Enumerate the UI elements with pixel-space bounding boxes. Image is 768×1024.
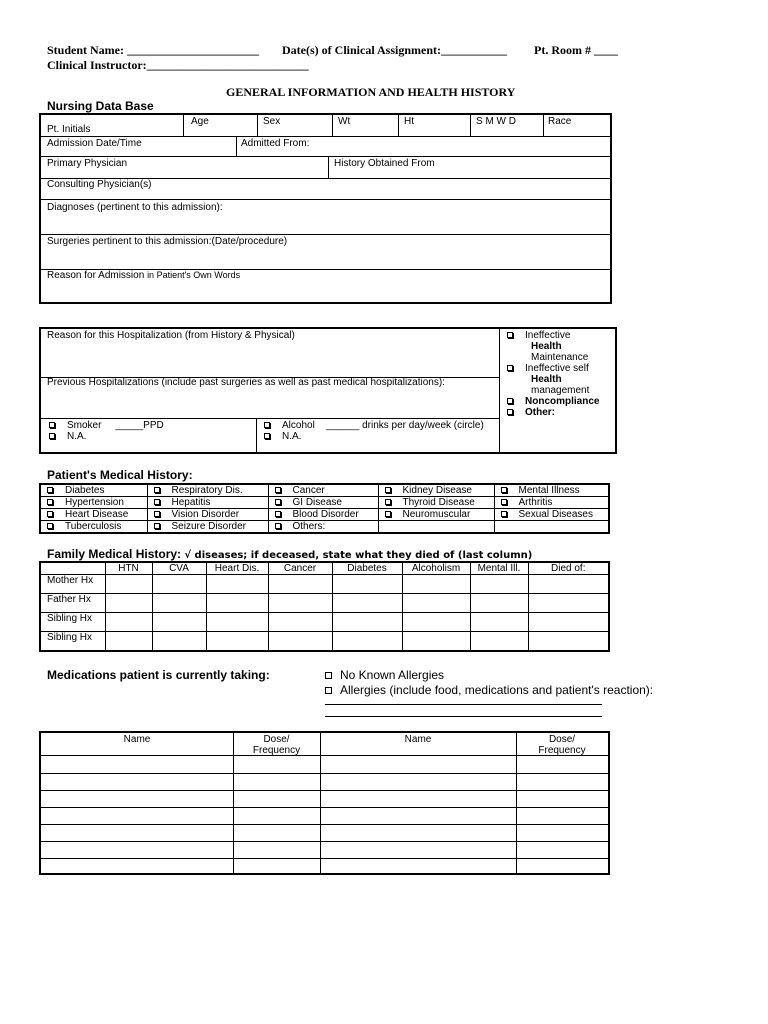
med-name-header-2: Name	[404, 734, 432, 745]
primary-physician-label: Primary Physician	[47, 158, 128, 169]
condition-label: Hepatitis	[171, 497, 211, 508]
condition-checkbox[interactable]	[385, 511, 391, 517]
family-history-cell[interactable]	[105, 632, 152, 652]
condition-checkbox[interactable]	[154, 499, 160, 505]
condition-label: Cancer	[292, 485, 325, 496]
family-column-header	[40, 562, 105, 575]
history-obtained-label: History Obtained From	[334, 158, 435, 169]
medical-history-cell[interactable]	[494, 497, 609, 509]
family-history-cell[interactable]	[402, 575, 470, 594]
allergies-option[interactable]: Allergies (include food, medications and patient's reaction):	[325, 683, 653, 697]
family-history-cell[interactable]	[152, 594, 206, 613]
condition-checkbox[interactable]	[275, 499, 281, 505]
noncompliance-checkbox[interactable]	[507, 398, 513, 404]
medical-history-cell[interactable]	[40, 484, 147, 497]
family-history-cell[interactable]	[206, 575, 268, 594]
family-history-cell[interactable]	[105, 613, 152, 632]
smoker-na-option[interactable]: N.A.	[49, 431, 86, 442]
nursing-database-box	[39, 113, 612, 304]
family-history-cell[interactable]	[470, 613, 528, 632]
condition-checkbox[interactable]	[385, 499, 391, 505]
condition-checkbox[interactable]	[275, 487, 281, 493]
family-column-header: Died of:	[528, 562, 609, 575]
family-member-label: Sibling Hx	[40, 613, 105, 632]
condition-checkbox[interactable]	[47, 499, 53, 505]
family-history-cell[interactable]	[470, 594, 528, 613]
medical-history-cell[interactable]	[268, 521, 378, 534]
family-history-cell[interactable]	[528, 594, 609, 613]
family-history-cell[interactable]	[268, 613, 332, 632]
alcohol-na-option[interactable]: N.A.	[264, 431, 301, 442]
family-member-label: Sibling Hx	[40, 632, 105, 652]
nursing-heading: Nursing Data Base	[47, 99, 154, 113]
medical-history-cell[interactable]	[40, 497, 147, 509]
family-history-cell[interactable]	[528, 613, 609, 632]
family-column-header: Alcoholism	[402, 562, 470, 575]
side-row: Health	[531, 374, 562, 385]
family-history-row	[40, 594, 609, 613]
other-checkbox[interactable]	[507, 409, 513, 415]
family-history-cell[interactable]	[268, 594, 332, 613]
family-history-cell[interactable]	[268, 632, 332, 652]
family-history-cell[interactable]	[528, 575, 609, 594]
family-history-cell[interactable]	[402, 594, 470, 613]
condition-checkbox[interactable]	[501, 499, 507, 505]
family-history-heading: Family Medical History: √ diseases; if deceased, state what they died of (last column)	[47, 547, 533, 561]
family-history-cell[interactable]	[152, 613, 206, 632]
side-row: management	[531, 385, 590, 396]
wt-label: Wt	[338, 116, 351, 127]
family-history-cell[interactable]	[105, 575, 152, 594]
medical-history-cell[interactable]	[147, 509, 268, 521]
no-allergies-option[interactable]: No Known Allergies	[325, 668, 444, 682]
family-history-cell[interactable]	[332, 632, 402, 652]
condition-label: Others:	[292, 521, 326, 532]
med-frequency-header: Frequency	[252, 745, 301, 756]
alcohol-na-checkbox[interactable]	[264, 433, 270, 439]
medical-history-row	[40, 497, 609, 509]
consulting-label: Consulting Physician(s)	[47, 179, 152, 190]
alcohol-checkbox[interactable]	[264, 422, 270, 428]
smoker-option[interactable]: Smoker _____PPD	[49, 420, 164, 431]
family-column-header: Mental Ill.	[470, 562, 528, 575]
allergies-line[interactable]	[325, 704, 602, 705]
condition-checkbox[interactable]	[47, 523, 53, 529]
condition-checkbox[interactable]	[47, 487, 53, 493]
condition-label: GI Disease	[292, 497, 342, 508]
family-history-table	[39, 561, 610, 652]
condition-label: Blood Disorder	[292, 509, 359, 520]
condition-checkbox[interactable]	[501, 487, 507, 493]
condition-label: Thyroid Disease	[402, 497, 475, 508]
family-history-row	[40, 613, 609, 632]
condition-checkbox[interactable]	[501, 511, 507, 517]
condition-checkbox[interactable]	[154, 487, 160, 493]
medical-history-cell[interactable]	[378, 497, 494, 509]
medical-history-row	[40, 521, 609, 534]
admission-date-label: Admission Date/Time	[47, 138, 142, 149]
condition-label: Hypertension	[65, 497, 124, 508]
family-history-cell[interactable]	[152, 575, 206, 594]
medical-history-cell[interactable]	[147, 521, 268, 534]
side-row: Maintenance	[531, 352, 589, 363]
medical-history-cell[interactable]	[40, 509, 147, 521]
no-allergies-checkbox[interactable]	[325, 672, 332, 679]
condition-label: Respiratory Dis.	[171, 485, 243, 496]
medical-history-heading: Patient's Medical History:	[47, 468, 193, 482]
smoker-checkbox[interactable]	[49, 422, 55, 428]
side-row[interactable]: Ineffective self	[507, 363, 599, 374]
condition-label: Arthritis	[518, 497, 553, 508]
medications-table	[39, 731, 610, 875]
condition-label: Kidney Disease	[402, 485, 472, 496]
student-name-field[interactable]: Student Name: ______________________	[47, 43, 259, 57]
side-row: Health	[531, 341, 562, 352]
medical-history-cell[interactable]	[268, 497, 378, 509]
condition-label: Mental Illness	[518, 485, 580, 496]
family-history-cell[interactable]	[528, 632, 609, 652]
med-frequency-header-2: Frequency	[538, 745, 586, 756]
side-row[interactable]: Noncompliance	[507, 396, 599, 407]
family-history-cell[interactable]	[152, 632, 206, 652]
family-column-header: Diabetes	[332, 562, 402, 575]
family-history-cell[interactable]	[332, 613, 402, 632]
room-field[interactable]: Pt. Room # ____	[534, 43, 618, 57]
medical-history-cell	[378, 521, 494, 534]
med-name-header: Name	[123, 734, 151, 745]
reason-hospitalization-label: Reason for this Hospitalization (from History & Physical)	[47, 330, 295, 341]
medical-history-table	[39, 483, 610, 534]
page-title: GENERAL INFORMATION AND HEALTH HISTORY	[226, 85, 516, 99]
condition-label: Neuromuscular	[402, 509, 471, 520]
medical-history-cell[interactable]	[378, 484, 494, 497]
medical-history-cell[interactable]	[40, 521, 147, 534]
family-history-row	[40, 632, 609, 652]
med-dose-header-2: Dose/	[548, 734, 576, 745]
family-member-label: Father Hx	[40, 594, 105, 613]
family-history-cell[interactable]	[206, 594, 268, 613]
medications-heading: Medications patient is currently taking:	[47, 668, 270, 682]
family-history-cell[interactable]	[470, 575, 528, 594]
family-history-cell[interactable]	[332, 594, 402, 613]
condition-label: Vision Disorder	[171, 509, 240, 520]
instructor-field[interactable]: Clinical Instructor:___________________________	[47, 58, 309, 72]
previous-hospitalizations-label: Previous Hospitalizations (include past surgeries as well as past medical hospitalizations):	[47, 377, 445, 388]
ht-label: Ht	[404, 116, 414, 127]
family-column-header: Cancer	[268, 562, 332, 575]
condition-checkbox[interactable]	[154, 511, 160, 517]
age-label: Age	[191, 116, 209, 127]
surgeries-label: Surgeries pertinent to this admission:(Date/procedure)	[47, 236, 288, 247]
ineffective-health-checkbox[interactable]	[507, 332, 513, 338]
medical-history-cell[interactable]	[268, 509, 378, 521]
condition-label: Tuberculosis	[65, 521, 122, 532]
nursing-diagnosis-options	[507, 330, 599, 418]
medical-history-cell[interactable]	[147, 497, 268, 509]
family-history-cell[interactable]	[402, 613, 470, 632]
medical-history-cell[interactable]	[494, 484, 609, 497]
family-history-cell[interactable]	[268, 575, 332, 594]
family-history-cell[interactable]	[332, 575, 402, 594]
smwd-label: S M W D	[476, 116, 516, 127]
family-column-header: CVA	[152, 562, 206, 575]
side-row[interactable]: Other:	[507, 407, 599, 418]
medical-history-row	[40, 509, 609, 521]
family-history-row	[40, 575, 609, 594]
med-dose-header: Dose/	[263, 734, 290, 745]
allergies-line[interactable]	[325, 716, 602, 717]
family-history-cell[interactable]	[206, 613, 268, 632]
condition-label: Seizure Disorder	[171, 521, 246, 532]
race-label: Race	[548, 116, 572, 127]
sex-label: Sex	[263, 116, 281, 127]
condition-label: Diabetes	[65, 485, 105, 496]
family-member-label: Mother Hx	[40, 575, 105, 594]
dates-field[interactable]: Date(s) of Clinical Assignment:___________	[282, 43, 507, 57]
family-history-cell[interactable]	[470, 632, 528, 652]
condition-label: Heart Disease	[65, 509, 129, 520]
pt-initials-label: Pt. Initials	[47, 124, 91, 135]
allergies-checkbox[interactable]	[325, 687, 332, 694]
medical-history-row	[40, 484, 609, 497]
medical-history-cell[interactable]	[268, 484, 378, 497]
condition-checkbox[interactable]	[47, 511, 53, 517]
medical-history-cell[interactable]	[494, 509, 609, 521]
family-history-cell[interactable]	[402, 632, 470, 652]
condition-checkbox[interactable]	[275, 523, 281, 529]
condition-checkbox[interactable]	[275, 511, 281, 517]
family-history-cell[interactable]	[206, 632, 268, 652]
ineffective-self-checkbox[interactable]	[507, 365, 513, 371]
medical-history-cell[interactable]	[147, 484, 268, 497]
hospitalization-box	[39, 327, 617, 454]
admitted-from-label: Admitted From:	[241, 138, 310, 149]
condition-checkbox[interactable]	[154, 523, 160, 529]
alcohol-option[interactable]: Alcohol ______ drinks per day/week (circle)	[264, 420, 484, 431]
diagnoses-label: Diagnoses (pertinent to this admission):	[47, 202, 223, 213]
family-column-header: Heart Dis.	[206, 562, 268, 575]
medical-history-cell[interactable]	[378, 509, 494, 521]
medical-history-cell	[494, 521, 609, 534]
side-row[interactable]: Ineffective	[507, 330, 599, 341]
reason-admission-label: Reason for Admission in Patient's Own Words	[47, 270, 241, 281]
family-column-header: HTN	[105, 562, 152, 575]
condition-label: Sexual Diseases	[518, 509, 593, 520]
condition-checkbox[interactable]	[385, 487, 391, 493]
family-history-cell[interactable]	[105, 594, 152, 613]
smoker-na-checkbox[interactable]	[49, 433, 55, 439]
